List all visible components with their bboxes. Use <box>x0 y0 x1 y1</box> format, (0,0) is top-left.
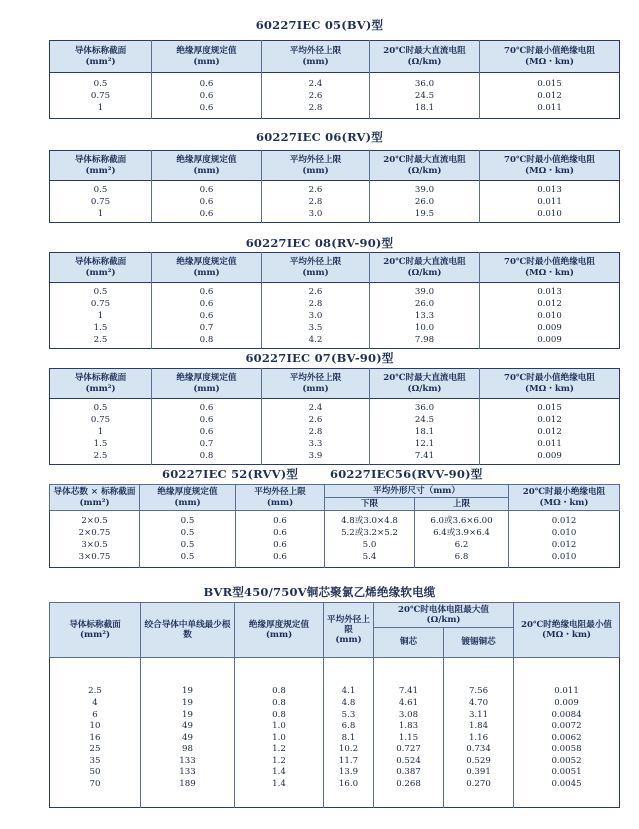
table6-title: BVR型450/750V铜芯聚氯乙烯绝缘软电缆 <box>203 585 436 599</box>
col-ins-resistance: 0.013 0.011 0.010 <box>480 181 620 223</box>
col-size: 0.5 0.75 1 <box>50 73 152 119</box>
col-resistance: 39.0 26.0 13.3 10.0 7.98 <box>370 283 480 349</box>
table3 <box>49 252 620 349</box>
header-wires: 绞合导体中单线最少根数 <box>141 603 235 658</box>
col-diameter: 2.6 2.8 3.0 <box>262 181 370 223</box>
header-outer-diameter: 平均外径上限 (mm) <box>262 41 370 73</box>
col-resistance: 36.0 24.5 18.1 <box>370 73 480 119</box>
header-ins-resistance: 20℃时绝缘电阻最小值 (MΩ・km) <box>514 603 620 658</box>
col-diameter: 2.4 2.6 2.8 3.3 3.9 <box>262 399 370 465</box>
header-insulation-resistance: 70℃时最小值绝缘电阻 (MΩ・km) <box>480 253 620 283</box>
header-insulation: 绝缘厚度规定值 (mm) <box>152 151 262 181</box>
col-resistance: 39.0 26.0 19.5 <box>370 181 480 223</box>
table6 <box>49 602 620 808</box>
header-insulation: 绝缘厚度规定值 (mm) <box>235 603 324 658</box>
header-sheath: 平均外径上限 (mm) <box>236 485 325 511</box>
header-insulation-resistance: 70℃时最小值绝缘电阻 (MΩ・km) <box>480 369 620 399</box>
header-insulation: 绝缘厚度规定值 (mm) <box>152 253 262 283</box>
col-insulation: 0.6 0.6 0.6 <box>152 73 262 119</box>
header-conductor-area: 导体标称截面 (mm²) <box>50 253 152 283</box>
col-ins-resistance: 0.013 0.012 0.010 0.009 0.009 <box>480 283 620 349</box>
header-insulation: 绝缘厚度规定值 (mm) <box>152 41 262 73</box>
table5 <box>49 484 620 568</box>
table3-title: 60227IEC 08(RV-90)型 <box>245 236 394 250</box>
col-ins-resistance: 0.011 0.009 0.0084 0.0072 0.0062 0.0058 0.0052 0.0051 0.0045 <box>514 658 620 808</box>
col-wires: 19 19 19 49 49 98 133 133 189 <box>141 658 235 808</box>
col-copper: 7.41 4.61 3.08 1.83 1.15 0.727 0.524 0.387 0.268 <box>374 658 444 808</box>
table2 <box>49 150 620 223</box>
table4-title: 60227IEC 07(BV-90)型 <box>245 351 394 365</box>
table1 <box>49 40 620 119</box>
col-insulation: 0.8 0.8 0.8 1.0 1.0 1.2 1.2 1.4 1.4 <box>235 658 324 808</box>
header-insulation: 绝缘厚度规定值 (mm) <box>140 485 236 511</box>
header-conductor-area: 导体标称截面 (mm²) <box>50 369 152 399</box>
col-size: 0.5 0.75 1 1.5 2.5 <box>50 399 152 465</box>
col-insulation: 0.5 0.5 0.5 0.5 <box>140 511 236 568</box>
header-copper: 铜芯 <box>374 628 444 658</box>
col-area: 2.5 4 6 10 16 25 35 50 70 <box>50 658 141 808</box>
header-diameter: 平均外径上限 (mm) <box>324 603 374 658</box>
header-upper: 上限 <box>415 498 509 511</box>
header-dc-resistance: 20℃时最大直流电阻 (Ω/km) <box>370 253 480 283</box>
col-lower: 4.8或3.0×4.8 5.2或3.2×5.2 5.0 5.4 <box>325 511 415 568</box>
header-outer-diameter: 平均外径上限 (mm) <box>262 369 370 399</box>
header-insulation: 绝缘厚度规定值 (mm) <box>152 369 262 399</box>
col-resistance: 36.0 24.5 18.1 12.1 7.41 <box>370 399 480 465</box>
col-ins-resistance: 0.015 0.012 0.011 <box>480 73 620 119</box>
header-outer-diameter: 平均外径上限 (mm) <box>262 151 370 181</box>
table4 <box>49 368 620 465</box>
col-resistance: 0.012 0.010 0.012 0.010 <box>509 511 620 568</box>
header-lower: 下限 <box>325 498 415 511</box>
header-dimension: 平均外形尺寸（mm） <box>325 485 509 498</box>
header-cores: 导体芯数 × 标称截面(mm²) <box>50 485 140 511</box>
col-size: 0.5 0.75 1 1.5 2.5 <box>50 283 152 349</box>
header-insulation-resistance: 70℃时最小值绝缘电阻 (MΩ・km) <box>480 151 620 181</box>
col-insulation: 0.6 0.6 0.6 0.7 0.8 <box>152 399 262 465</box>
col-size: 0.5 0.75 1 <box>50 181 152 223</box>
table5-title-right: 60227IEC56(RVV-90)型 <box>330 467 483 481</box>
col-cores: 2×0.5 2×0.75 3×0.5 3×0.75 <box>50 511 140 568</box>
header-resistance: 20℃时电体电阻最大值 (Ω/km) <box>374 603 514 628</box>
col-diameter: 4.1 4.8 5.3 6.8 8.1 10.2 11.7 13.9 16.0 <box>324 658 374 808</box>
header-tinned: 镀锡铜芯 <box>444 628 514 658</box>
header-resistance: 20℃时最小绝缘电阻 (MΩ・km) <box>509 485 620 511</box>
col-diameter: 2.6 2.8 3.0 3.5 4.2 <box>262 283 370 349</box>
col-insulation: 0.6 0.6 0.6 <box>152 181 262 223</box>
header-dc-resistance: 20℃时最大直流电阻 (Ω/km) <box>370 151 480 181</box>
table1-title: 60227IEC 05(BV)型 <box>255 18 384 32</box>
header-dc-resistance: 20℃时最大直流电阻 (Ω/km) <box>370 369 480 399</box>
table5-title-left: 60227IEC 52(RVV)型 <box>162 467 299 481</box>
header-conductor-area: 导体标称截面 (mm²) <box>50 151 152 181</box>
header-conductor-area: 导体标称截面 (mm²) <box>50 41 152 73</box>
col-sheath: 0.6 0.6 0.6 0.6 <box>236 511 325 568</box>
col-insulation: 0.6 0.6 0.6 0.7 0.8 <box>152 283 262 349</box>
col-tinned: 7.56 4.70 3.11 1.84 1.16 0.734 0.529 0.391 0.270 <box>444 658 514 808</box>
col-upper: 6.0或3.6×6.00 6.4或3.9×6.4 6.2 6.8 <box>415 511 509 568</box>
table2-title: 60227IEC 06(RV)型 <box>256 130 383 144</box>
header-dc-resistance: 20℃时最大直流电阻 (Ω/km) <box>370 41 480 73</box>
col-diameter: 2.4 2.6 2.8 <box>262 73 370 119</box>
header-insulation-resistance: 70℃时最小值绝缘电阻 (MΩ・km) <box>480 41 620 73</box>
header-area: 导体标称截面 (mm²) <box>50 603 141 658</box>
header-outer-diameter: 平均外径上限 (mm) <box>262 253 370 283</box>
col-ins-resistance: 0.015 0.012 0.012 0.011 0.009 <box>480 399 620 465</box>
